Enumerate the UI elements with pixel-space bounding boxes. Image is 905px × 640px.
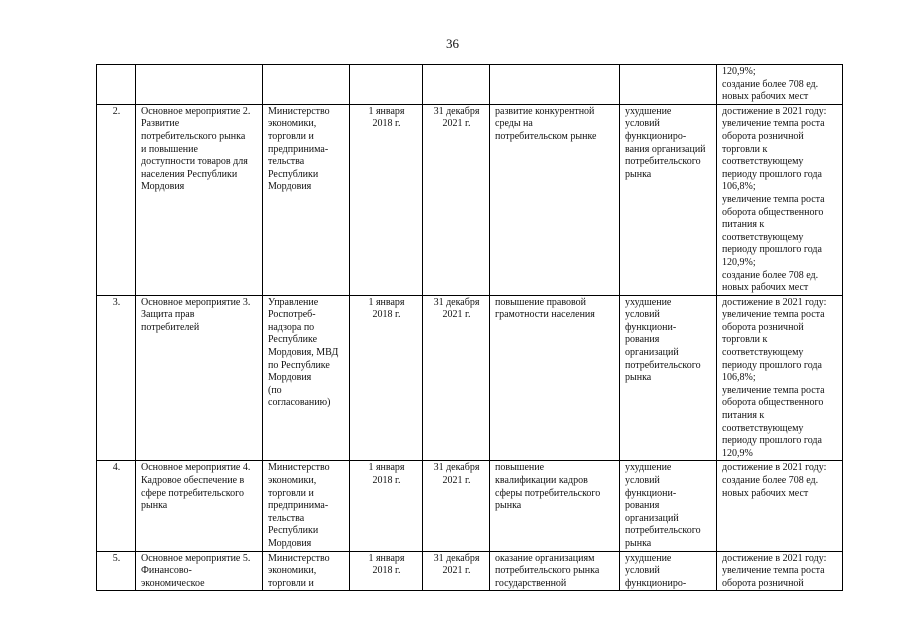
end-date-cell: 31 декабря 2021 г. (423, 461, 490, 551)
row-number-cell: 2. (97, 104, 136, 295)
event-cell (136, 65, 263, 105)
table-row (97, 295, 843, 461)
start-date-cell (350, 65, 423, 105)
start-date-cell: 1 января 2018 г. (350, 295, 423, 461)
indicators-cell: 120,9%; создание более 708 ед. новых рабочих мест (717, 65, 843, 105)
consequences-cell: ухудшение условий функциони- рования организаций потребительского рынка (620, 295, 717, 461)
end-date-cell: 31 декабря 2021 г. (423, 295, 490, 461)
executor-cell: Министерство экономики, торговли и (263, 551, 350, 591)
consequences-cell: ухудшение условий функциониро- (620, 551, 717, 591)
start-date-cell: 1 января 2018 г. (350, 104, 423, 295)
executor-cell: Управление Роспотреб- надзора по Республике Мордовия, МВД по Республике Мордовия (по согласованию) (263, 295, 350, 461)
event-cell: Основное мероприятие 3. Защита прав потребителей (136, 295, 263, 461)
end-date-cell: 31 декабря 2021 г. (423, 104, 490, 295)
expected-result-cell: повышение правовой грамотности населения (490, 295, 620, 461)
row-number-cell: 4. (97, 461, 136, 551)
executor-cell: Министерство экономики, торговли и предпринима- тельства Республики Мордовия (263, 104, 350, 295)
expected-result-cell: повышение квалификации кадров сферы потребительского рынка (490, 461, 620, 551)
executor-cell (263, 65, 350, 105)
event-cell: Основное мероприятие 2. Развитие потребительского рынка и повышение доступности товаров для населения Республики Мордовия (136, 104, 263, 295)
expected-result-cell: оказание организациям потребительского рынка государственной (490, 551, 620, 591)
start-date-cell: 1 января 2018 г. (350, 461, 423, 551)
event-cell: Основное мероприятие 5. Финансово- экономическое (136, 551, 263, 591)
executor-cell: Министерство экономики, торговли и предпринима- тельства Республики Мордовия (263, 461, 350, 551)
expected-result-cell: развитие конкурентной среды на потребительском рынке (490, 104, 620, 295)
indicators-cell: достижение в 2021 году: увеличение темпа роста оборота розничной торговли к соответствующему периоду прошлого года 106,8%; увеличение темпа роста оборота общественного питания к соответствующему периоду прошлого года 120,9%; создание более 708 ед. новых рабочих мест (717, 104, 843, 295)
table-row (97, 551, 843, 591)
consequences-cell (620, 65, 717, 105)
expected-result-cell (490, 65, 620, 105)
consequences-cell: ухудшение условий функциони- рования организаций потребительского рынка (620, 461, 717, 551)
end-date-cell (423, 65, 490, 105)
row-number-cell (97, 65, 136, 105)
indicators-cell: достижение в 2021 году: создание более 708 ед. новых рабочих мест (717, 461, 843, 551)
start-date-cell: 1 января 2018 г. (350, 551, 423, 591)
indicators-cell: достижение в 2021 году: увеличение темпа роста оборота розничной (717, 551, 843, 591)
row-number-cell: 3. (97, 295, 136, 461)
event-cell: Основное мероприятие 4. Кадровое обеспечение в сфере потребительского рынка (136, 461, 263, 551)
measures-table (96, 64, 843, 591)
consequences-cell: ухудшение условий функциониро- вания организаций потребительского рынка (620, 104, 717, 295)
table-row (97, 104, 843, 295)
indicators-cell: достижение в 2021 году: увеличение темпа роста оборота розничной торговли к соответствующему периоду прошлого года 106,8%; увеличение темпа роста оборота общественного питания к соответствующему периоду прошлого года 120,9% (717, 295, 843, 461)
table-row (97, 461, 843, 551)
table-row (97, 65, 843, 105)
page-number: 36 (446, 36, 459, 51)
end-date-cell: 31 декабря 2021 г. (423, 551, 490, 591)
row-number-cell: 5. (97, 551, 136, 591)
